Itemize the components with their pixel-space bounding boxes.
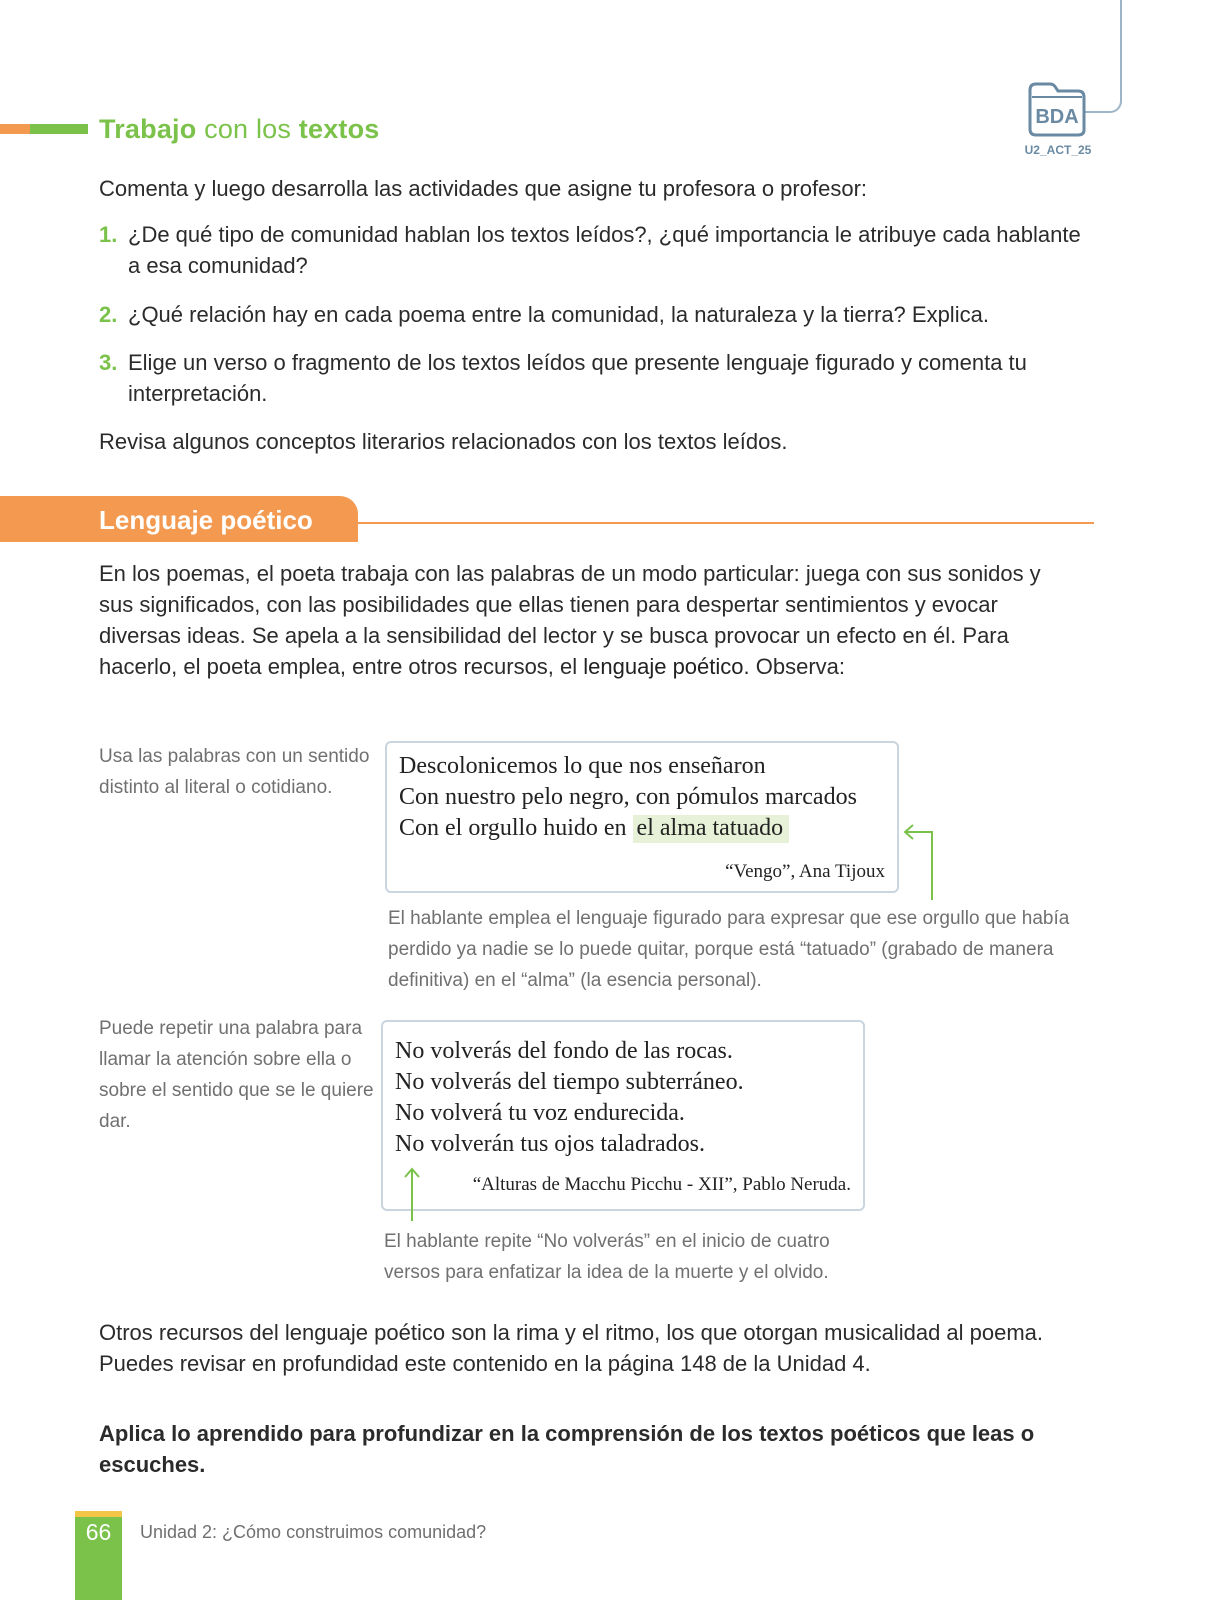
section-title (99, 114, 380, 145)
footer-unit-text: Unidad 2: ¿Cómo construimos comunidad? (140, 1522, 487, 1542)
header-bar-green (30, 124, 88, 134)
revisa-text: Revisa algunos conceptos literarios relacionados con los textos leídos. (99, 429, 788, 454)
poem-line (399, 813, 789, 844)
poem-line: No volverán tus ojos taladrados. (395, 1131, 705, 1157)
poem-line: No volverás del tiempo subterráneo. (395, 1069, 744, 1095)
question-text: Elige un verso o fragmento de los textos leídos que presente lenguaje figurado y comenta tu interpretación. (128, 350, 1027, 406)
poem-highlight: el alma tatuado (633, 815, 790, 843)
poem-line: Descolonicemos lo que nos enseñaron (399, 753, 766, 779)
aplica-paragraph: Aplica lo aprendido para profundizar en la comprensión de los textos poéticos que leas o escuches. (99, 1421, 1035, 1477)
section-divider (358, 522, 1094, 524)
question-3 (99, 347, 1039, 409)
header-bar-orange (0, 124, 30, 134)
side-note-2: Puede repetir una palabra para llamar la atención sobre ella o sobre el sentido que se le quiere dar. (99, 1018, 374, 1132)
section-title-part3: textos (298, 114, 380, 144)
intro-text: Comenta y luego desarrolla las actividades que asigne tu profesora o profesor: (99, 176, 868, 201)
poem-source: “Alturas de Macchu Picchu - XII”, Pablo Neruda. (472, 1174, 851, 1195)
paragraph-text: En los poemas, el poeta trabaja con las palabras de un modo particular: juega con sus sonidos y sus significados, con las posibilidades que ellas tienen para despertar sentimientos y evocar diversas ideas. Se apela a la sensibilidad del lector y se busca provocar un efecto en él. Para hacerlo, el poeta emplea, entre otros recursos, el (99, 561, 1041, 679)
poem-line: No volverá tu voz endurecida. (395, 1100, 685, 1126)
poem-line: Con nuestro pelo negro, con pómulos marcados (399, 784, 857, 810)
question-text: ¿De qué tipo de comunidad hablan los textos leídos?, ¿qué importancia le atribuye cada hablante a esa comunidad? (128, 222, 1081, 278)
section-heading: Lenguaje poético (99, 505, 313, 535)
poem-box-2 (381, 1020, 865, 1211)
paragraph-bold: lenguaje poético (583, 654, 744, 679)
section-paragraph (99, 558, 1059, 682)
question-1 (99, 219, 1099, 281)
question-2 (99, 299, 1099, 330)
poem-source: “Vengo”, Ana Tijoux (725, 861, 885, 882)
explanation-2: El hablante repite “No volverás” en el inicio de cuatro versos para enfatizar la idea de la muerte y el olvido. (384, 1231, 830, 1283)
question-number: 2. (99, 302, 118, 327)
arrow-up-icon (402, 1165, 422, 1223)
section-title-part1: Trabajo (99, 114, 197, 144)
side-note-1: Usa las palabras con un sentido distinto al literal o cotidiano. (99, 746, 370, 798)
bda-folder-icon[interactable] (1026, 80, 1088, 138)
question-text: ¿Qué relación hay en cada poema entre la comunidad, la naturaleza y la tierra? Explica. (128, 302, 989, 327)
explanation-1: El hablante emplea el lenguaje figurado para expresar que ese orgullo que había perdido ya nadie se lo puede quitar, porque está “tatuado” (grabado de manera definitiva) en el “alma” (la esencia personal). (388, 908, 1070, 991)
paragraph-text-end: . Observa: (743, 654, 845, 679)
page-number-bar-accent (75, 1511, 122, 1517)
question-number: 1. (99, 222, 118, 247)
section-title-part2: con los (196, 114, 299, 144)
bda-label: BDA (1035, 106, 1079, 128)
otros-paragraph: Otros recursos del lenguaje poético son la rima y el ritmo, los que otorgan musicalidad al poema. Puedes revisar en profundidad este contenido en la página 148 de la Unidad 4. (99, 1320, 1044, 1376)
arrow-left-icon (900, 820, 940, 902)
poem-box-1 (385, 741, 899, 893)
poem-line: No volverás del fondo de las rocas. (395, 1038, 733, 1064)
question-number: 3. (99, 350, 118, 375)
bda-code: U2_ACT_25 (1024, 143, 1092, 157)
page-number: 66 (85, 1519, 112, 1545)
poem-line-prefix: Con el orgullo huido en (399, 815, 633, 841)
